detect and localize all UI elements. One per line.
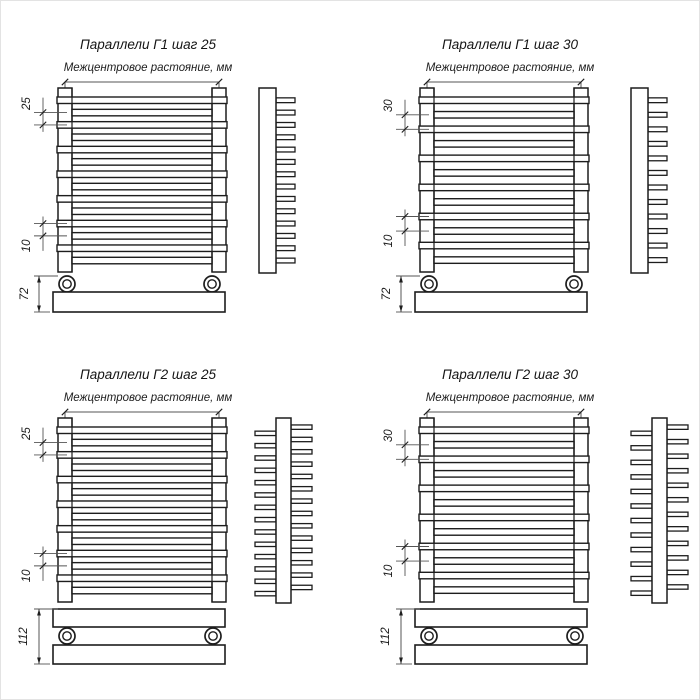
bottom-view (415, 609, 587, 664)
width-dimension (62, 409, 222, 419)
svg-text:10: 10 (383, 234, 395, 248)
side-view (255, 418, 312, 603)
side-view (631, 88, 667, 273)
svg-text:25: 25 (21, 97, 33, 110)
panel-title: Параллели Г2 шаг 30 (441, 367, 579, 382)
side-view (631, 418, 688, 603)
depth-dimension (380, 609, 420, 664)
svg-text:30: 30 (383, 99, 395, 113)
svg-text:72: 72 (381, 287, 393, 301)
depth-dimension (18, 609, 58, 664)
panel-g1-step25 (1, 1, 341, 349)
panel-g2-step25 (1, 331, 341, 679)
front-view (57, 418, 227, 602)
panel-title: Параллели Г1 шаг 30 (441, 37, 579, 52)
svg-text:10: 10 (21, 239, 33, 253)
bottom-view (415, 276, 587, 312)
svg-text:30: 30 (383, 429, 395, 443)
technical-drawing (1, 1, 341, 349)
panel-g1-step30 (363, 1, 700, 349)
center-distance-label: Межцентровое растояние, мм (425, 62, 595, 74)
bottom-view (53, 276, 225, 312)
bottom-view (53, 609, 225, 664)
width-dimension (424, 409, 584, 419)
front-view (57, 88, 227, 272)
center-distance-label: Межцентровое растояние, мм (63, 62, 233, 74)
depth-dimension (381, 276, 420, 312)
technical-drawing (363, 331, 700, 679)
width-dimension (62, 79, 222, 89)
technical-drawing (363, 1, 700, 349)
front-view (419, 418, 589, 602)
side-view (259, 88, 295, 273)
svg-text:112: 112 (18, 627, 30, 646)
center-distance-label: Межцентровое растояние, мм (425, 392, 595, 404)
svg-text:25: 25 (21, 427, 33, 440)
depth-dimension (19, 276, 58, 312)
svg-text:112: 112 (380, 627, 392, 646)
width-dimension (424, 79, 584, 89)
technical-drawing (1, 331, 341, 679)
center-distance-label: Межцентровое растояние, мм (63, 392, 233, 404)
panel-title: Параллели Г1 шаг 25 (79, 37, 217, 52)
svg-text:10: 10 (21, 569, 33, 583)
svg-text:10: 10 (383, 564, 395, 578)
panel-title: Параллели Г2 шаг 25 (79, 367, 217, 382)
front-view (419, 88, 589, 272)
svg-text:72: 72 (19, 287, 31, 301)
panel-g2-step30 (363, 331, 700, 679)
